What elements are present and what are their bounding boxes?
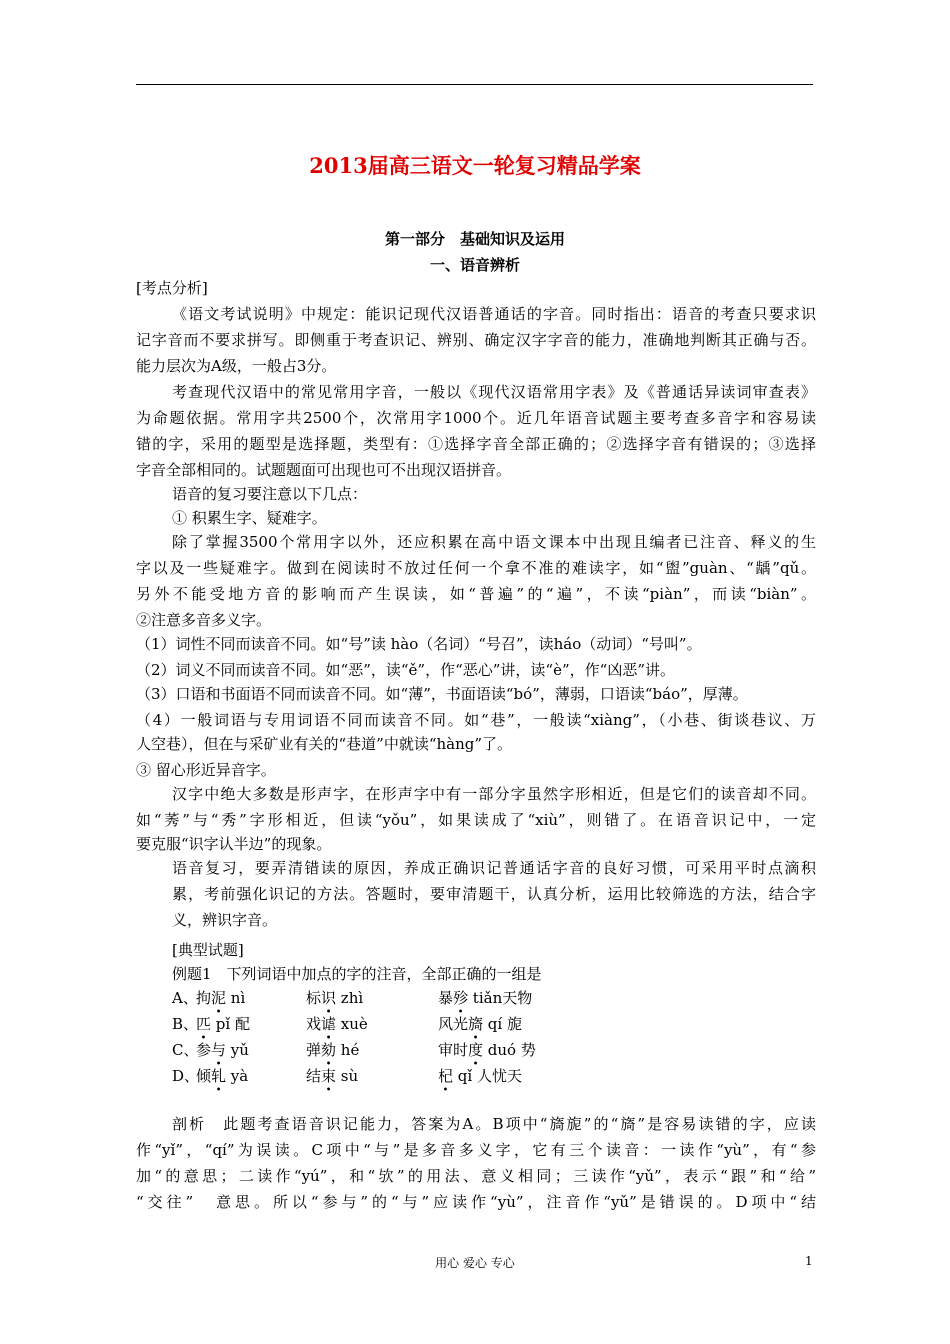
dotted-character: 轧 [211,1067,227,1085]
option-label: D、 [172,1067,200,1085]
analysis-line: 剖析 此题考查语音识记能力，答案为A。B项中“旖旎”的“旖”是容易读错的字，应读 [172,1115,816,1133]
dotted-character: 束 [321,1067,337,1085]
text-line: ②注意多音多义字。 [136,611,272,629]
dotted-character: 泥 [211,989,227,1007]
text-line: ③ 留心形近异音字。 [136,761,276,779]
text-line: 能力层次为A级，一般占3分。 [136,357,337,375]
option-label: A、 [172,989,198,1007]
option-item: 审时度 duó 势 [438,1041,536,1059]
option-item: 标识 zhì [306,989,364,1007]
header-rule [136,84,813,85]
dotted-character: 与 [211,1041,227,1059]
dotted-character: 度 [468,1041,484,1059]
text-line: （2）词义不同而读音不同。如“恶”，读“ě”，作“恶心”讲，读“è”，作“凶恶”讲。 [136,661,675,679]
dotted-character: 旖 [468,1015,484,1033]
text-line: 汉字中绝大多数是形声字，在形声字中有一部分字虽然字形相近，但是它们的读音却不同。 [172,785,816,803]
option-item: 风光旖 qí 旎 [438,1015,522,1033]
dotted-character: 匹 [196,1015,212,1033]
page-number: 1 [805,1254,813,1268]
dotted-character: 谑 [321,1015,337,1033]
text-line: 人空巷），但在与采矿业有关的“巷道”中就读“hàng”了。 [136,735,513,753]
text-line: 义，辨识字音。 [172,911,278,929]
text-line: 语音复习，要弄清错读的原因，养成正确识记普通话字音的良好习惯，可采用平时点滴积 [172,859,816,877]
analysis-line: 加“的意思；二读作“yú”，和“欤”的用法、意义相同；三读作“yǔ”，表示“跟”和“给” [136,1167,816,1185]
analysis-line: “交往” 意思。所以“参与”的“与”应读作“yù”，注音作“yǔ”是错误的。D项中“结 [136,1193,816,1211]
text-line: 如“莠”与“秀”字形相近，但读“yǒu”，如果读成了“xiù”，则错了。在语音识记中，一定 [136,811,816,829]
text-line: 字音全部相同的。试题题面可出现也可不出现汉语拼音。 [136,461,512,479]
page-footer: 用心 爱心 专心 [435,1256,515,1270]
text-line: 为命题依据。常用字共2500个，次常用字1000个。近几年语音试题主要考查多音字和容易读 [136,409,816,427]
text-line: ① 积累生字、疑难字。 [172,509,327,527]
option-label: B、 [172,1015,199,1033]
part-heading: 第一部分 基础知识及运用 [384,230,565,248]
text-line: [典型试题] [172,941,244,959]
text-line: 除了掌握3500个常用字以外，还应积累在高中语文课本中出现且编者已注音、释义的生 [172,533,816,551]
section-heading: 一、语音辨析 [429,256,520,274]
text-line: 另外不能受地方音的影响而产生误读，如“普遍”的“遍”，不读“piàn”，而读“biàn”。 [136,585,816,603]
option-item: 暴殄 tiǎn天物 [438,989,533,1007]
dotted-character: 殄 [453,989,469,1007]
text-line: （3）口语和书面语不同而读音不同。如“薄”，书面语读“bó”，薄弱，口语读“báo”，厚薄。 [136,685,748,703]
text-line: 语音的复习要注意以下几点： [172,485,368,503]
option-item: 参与 yǔ [196,1041,249,1059]
dotted-character: 劾 [321,1041,337,1059]
text-line: 累，考前强化识记的方法。答题时，要审清题干，认真分析，运用比较筛选的方法，结合字 [172,885,816,903]
text-line: 字以及一些疑难字。做到在阅读时不放过任何一个拿不准的难读字，如“盥”guàn、“龋”qǔ。 [136,559,816,577]
text-line: （1）词性不同而读音不同。如“号”读 hào（名词）“号召”，读háo（动词）“号叫”。 [136,635,702,653]
option-item: 倾轧 yà [196,1067,249,1085]
dotted-character: 杞 [438,1067,454,1085]
page-title: 2013届高三语文一轮复习精品学案 [309,153,641,178]
text-line: 错的字，采用的题型是选择题，类型有：①选择字音全部正确的；②选择字音有错误的；③选择 [136,435,816,453]
text-line: 《语文考试说明》中规定：能识记现代汉语普通话的字音。同时指出：语音的考查只要求识 [172,305,816,323]
text-line: 记字音而不要求拼写。即侧重于考查识记、辨别、确定汉字字音的能力，准确地判断其正确与否。 [136,331,816,349]
text-line: 例题1 下列词语中加点的字的注音，全部正确的一组是 [172,965,542,983]
option-item: 杞 qǐ 人忧天 [438,1067,522,1085]
text-line: 要克服“识字认半边”的现象。 [136,835,332,853]
option-item: 戏谑 xuè [306,1015,368,1033]
option-item: 拘泥 nì [196,989,246,1007]
option-item: 结束 sù [306,1067,359,1085]
analysis-line: 作“yǐ”，“qí”为误读。C项中“与”是多音多义字，它有三个读音：一读作“yù”，有“参 [136,1141,816,1159]
option-item: 弹劾 hé [306,1041,360,1059]
option-item: 匹 pǐ 配 [196,1015,250,1033]
option-label: C、 [172,1041,199,1059]
text-line: 考查现代汉语中的常见常用字音，一般以《现代汉语常用字表》及《普通话异读词审查表》 [172,383,816,401]
text-line: （4）一般词语与专用词语不同而读音不同。如“巷”，一般读“xiàng”，（小巷、街谈巷议、万 [136,711,816,729]
dotted-character: 识 [321,989,337,1007]
text-line: [考点分析] [136,279,208,297]
